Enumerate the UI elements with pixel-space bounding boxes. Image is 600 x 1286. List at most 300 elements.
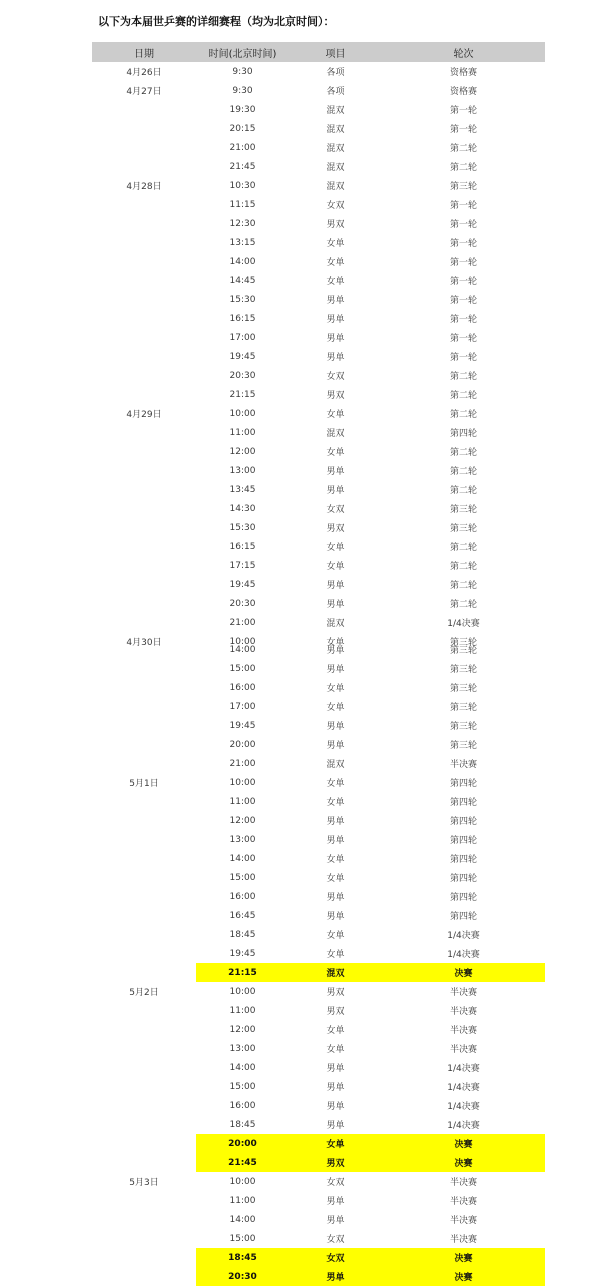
round-cell: 第一轮 (449, 106, 477, 116)
event-cell: 女单 (326, 1045, 345, 1055)
round-cell: 半决赛 (449, 1045, 477, 1055)
time-cell: 10:00 (229, 777, 256, 788)
table-row (92, 830, 545, 849)
round-cell: 1/4决赛 (447, 1121, 480, 1131)
date-cell (92, 944, 196, 963)
event-cell: 女双 (326, 201, 345, 211)
table-row (92, 1115, 545, 1134)
round-cell: 第三轮 (449, 722, 477, 732)
time-cell: 12:00 (229, 815, 256, 826)
header-time: 时间(北京时间) (208, 48, 277, 60)
event-cell: 混双 (326, 163, 345, 173)
round-cell: 第一轮 (449, 315, 477, 325)
event-cell: 混双 (326, 429, 345, 439)
time-cell: 17:15 (229, 560, 256, 571)
round-cell: 第三轮 (449, 182, 477, 192)
table-row (92, 925, 545, 944)
date-cell: 4月30日 (126, 638, 162, 648)
round-cell: 半决赛 (449, 1178, 477, 1188)
table-row (92, 944, 545, 963)
table-row (92, 233, 545, 252)
round-cell: 半决赛 (449, 1235, 477, 1245)
date-cell (92, 556, 196, 575)
round-cell: 第二轮 (449, 581, 477, 591)
table-row (92, 1134, 545, 1153)
table-row (92, 678, 545, 697)
table-row (92, 1001, 545, 1020)
event-cell: 女单 (326, 931, 345, 941)
round-cell: 第四轮 (449, 779, 477, 789)
table-row (92, 404, 545, 423)
round-cell: 第二轮 (449, 144, 477, 154)
time-cell: 16:15 (229, 541, 256, 552)
table-row (92, 290, 545, 309)
date-cell (92, 100, 196, 119)
table-row (92, 632, 545, 648)
event-cell: 女双 (289, 1248, 382, 1267)
date-cell (92, 233, 196, 252)
event-cell: 男双 (326, 391, 345, 401)
time-cell: 14:45 (229, 275, 256, 286)
table-row (92, 792, 545, 811)
event-cell: 男双 (326, 1007, 345, 1017)
table-row (92, 1058, 545, 1077)
date-cell (92, 1020, 196, 1039)
event-cell: 男单 (326, 1121, 345, 1131)
table-row (92, 1191, 545, 1210)
date-cell (92, 678, 196, 697)
event-cell: 男单 (326, 912, 345, 922)
date-cell: 5月2日 (129, 988, 159, 998)
date-cell (92, 442, 196, 461)
time-cell: 13:15 (229, 237, 256, 248)
round-cell: 半决赛 (449, 1197, 477, 1207)
table-row (92, 518, 545, 537)
date-cell (92, 735, 196, 754)
table-row (92, 982, 545, 1001)
date-cell: 5月3日 (129, 1178, 159, 1188)
round-cell: 决赛 (382, 1248, 545, 1267)
table-row (92, 887, 545, 906)
date-cell (92, 499, 196, 518)
time-cell: 11:00 (229, 427, 256, 438)
event-cell: 女单 (326, 950, 345, 960)
intro-text: 以下为本届世乒赛的详细赛程（均为北京时间）： (98, 15, 335, 28)
event-cell: 女单 (326, 855, 345, 865)
time-cell: 15:00 (229, 1233, 256, 1244)
event-cell: 男单 (326, 836, 345, 846)
date-cell (92, 887, 196, 906)
round-cell: 半决赛 (449, 1007, 477, 1017)
time-cell: 21:15 (196, 963, 289, 982)
header-event: 项目 (325, 48, 346, 60)
time-cell: 19:45 (229, 948, 256, 959)
table-row (92, 716, 545, 735)
time-cell: 15:30 (229, 294, 256, 305)
time-cell: 15:00 (229, 1081, 256, 1092)
date-cell: 4月29日 (126, 410, 162, 420)
event-cell: 女单 (326, 258, 345, 268)
date-cell (92, 518, 196, 537)
event-cell: 男单 (289, 1267, 382, 1286)
time-cell: 16:45 (229, 910, 256, 921)
event-cell: 男单 (326, 296, 345, 306)
event-cell: 各项 (326, 68, 345, 78)
date-cell (92, 1115, 196, 1134)
time-cell: 20:00 (196, 1134, 289, 1153)
date-cell (92, 366, 196, 385)
event-cell: 男单 (326, 1216, 345, 1226)
table-row (92, 252, 545, 271)
event-cell: 女单 (326, 703, 345, 713)
table-row (92, 176, 545, 195)
table-row (92, 309, 545, 328)
time-cell: 12:00 (229, 446, 256, 457)
round-cell: 第一轮 (449, 353, 477, 363)
table-row (92, 499, 545, 518)
event-cell: 女双 (326, 372, 345, 382)
round-cell: 第四轮 (449, 836, 477, 846)
round-cell: 资格赛 (449, 87, 477, 97)
date-cell (92, 138, 196, 157)
time-cell: 20:30 (196, 1267, 289, 1286)
table-row (92, 480, 545, 499)
event-cell: 女单 (326, 798, 345, 808)
date-cell (92, 1058, 196, 1077)
round-cell: 半决赛 (449, 1216, 477, 1226)
table-row (92, 868, 545, 887)
table-body (92, 62, 545, 1286)
time-cell: 20:30 (229, 598, 256, 609)
round-cell: 1/4决赛 (447, 931, 480, 941)
table-row (92, 613, 545, 632)
time-cell: 13:00 (229, 465, 256, 476)
round-cell: 第四轮 (449, 912, 477, 922)
round-cell: 第三轮 (449, 741, 477, 751)
round-cell: 第四轮 (449, 798, 477, 808)
date-cell: 4月26日 (126, 68, 162, 78)
event-cell: 女单 (326, 638, 345, 648)
time-cell: 16:00 (229, 1100, 256, 1111)
date-cell: 4月27日 (126, 87, 162, 97)
round-cell: 第三轮 (449, 638, 477, 648)
round-cell: 资格赛 (449, 68, 477, 78)
time-cell: 15:00 (229, 872, 256, 883)
time-cell: 21:00 (229, 617, 256, 628)
round-cell: 第四轮 (449, 817, 477, 827)
date-cell (92, 868, 196, 887)
event-cell: 男单 (326, 893, 345, 903)
table-row (92, 1267, 545, 1286)
event-cell: 混双 (326, 182, 345, 192)
date-cell (92, 271, 196, 290)
time-cell: 18:45 (229, 929, 256, 940)
date-cell (92, 309, 196, 328)
date-cell (92, 119, 196, 138)
round-cell: 第二轮 (449, 372, 477, 382)
event-cell: 男单 (326, 581, 345, 591)
round-cell: 第二轮 (449, 467, 477, 477)
time-cell: 14:00 (229, 1062, 256, 1073)
event-cell: 女单 (326, 543, 345, 553)
event-cell: 各项 (326, 87, 345, 97)
event-cell: 女双 (326, 505, 345, 515)
event-cell: 混双 (326, 125, 345, 135)
date-cell (92, 214, 196, 233)
table-row (92, 385, 545, 404)
round-cell: 决赛 (382, 1134, 545, 1153)
round-cell: 第三轮 (449, 646, 477, 656)
date-cell (92, 640, 196, 659)
date-cell (92, 925, 196, 944)
table-row (92, 195, 545, 214)
table-row (92, 537, 545, 556)
round-cell: 第四轮 (449, 874, 477, 884)
event-cell: 女单 (326, 448, 345, 458)
round-cell: 半决赛 (449, 760, 477, 770)
time-cell: 11:15 (229, 199, 256, 210)
date-cell (92, 830, 196, 849)
time-cell: 10:00 (229, 986, 256, 997)
time-cell: 16:00 (229, 891, 256, 902)
date-cell (92, 385, 196, 404)
date-cell (92, 849, 196, 868)
round-cell: 第二轮 (449, 543, 477, 553)
date-cell (92, 461, 196, 480)
table-row (92, 461, 545, 480)
table-row (92, 594, 545, 613)
table-row (92, 138, 545, 157)
table-row (92, 811, 545, 830)
table-row (92, 81, 545, 100)
time-cell: 13:45 (229, 484, 256, 495)
round-cell: 第三轮 (449, 684, 477, 694)
date-cell (92, 1210, 196, 1229)
date-cell (92, 659, 196, 678)
date-cell (92, 195, 196, 214)
round-cell: 第一轮 (449, 296, 477, 306)
time-cell: 21:15 (229, 389, 256, 400)
event-cell: 女单 (326, 277, 345, 287)
date-cell (92, 423, 196, 442)
time-cell: 19:30 (229, 104, 256, 115)
round-cell: 第四轮 (449, 855, 477, 865)
event-cell: 女单 (326, 779, 345, 789)
time-cell: 12:30 (229, 218, 256, 229)
time-cell: 17:00 (229, 332, 256, 343)
event-cell: 男单 (326, 486, 345, 496)
event-cell: 混双 (326, 144, 345, 154)
event-cell: 男单 (326, 600, 345, 610)
event-cell: 女双 (326, 1178, 345, 1188)
table-row (92, 849, 545, 868)
round-cell: 第一轮 (449, 277, 477, 287)
round-cell: 第一轮 (449, 125, 477, 135)
round-cell: 1/4决赛 (447, 619, 480, 629)
time-cell: 18:45 (196, 1248, 289, 1267)
date-cell (92, 537, 196, 556)
date-cell (92, 157, 196, 176)
event-cell: 男单 (326, 646, 345, 656)
time-cell: 15:30 (229, 522, 256, 533)
table-row (92, 640, 545, 659)
round-cell: 第四轮 (449, 429, 477, 439)
event-cell: 女单 (326, 874, 345, 884)
event-cell: 男单 (326, 1102, 345, 1112)
event-cell: 男双 (326, 220, 345, 230)
date-cell (92, 1134, 196, 1153)
table-row (92, 119, 545, 138)
round-cell: 决赛 (382, 963, 545, 982)
time-cell: 14:00 (229, 644, 256, 655)
round-cell: 决赛 (382, 1153, 545, 1172)
event-cell: 女单 (326, 239, 345, 249)
date-cell (92, 811, 196, 830)
time-cell: 10:00 (229, 1176, 256, 1187)
table-row (92, 697, 545, 716)
round-cell: 第三轮 (449, 505, 477, 515)
time-cell: 19:45 (229, 351, 256, 362)
table-row (92, 773, 545, 792)
round-cell: 第一轮 (449, 258, 477, 268)
date-cell (92, 575, 196, 594)
date-cell (92, 716, 196, 735)
time-cell: 19:45 (229, 579, 256, 590)
table-row (92, 328, 545, 347)
date-cell (92, 290, 196, 309)
table-row (92, 1020, 545, 1039)
time-cell: 21:00 (229, 142, 256, 153)
round-cell: 决赛 (382, 1267, 545, 1286)
event-cell: 混双 (326, 106, 345, 116)
header-date: 日期 (134, 48, 154, 60)
event-cell: 男单 (326, 1083, 345, 1093)
table-row (92, 423, 545, 442)
event-cell: 男单 (326, 722, 345, 732)
time-cell: 20:00 (229, 739, 256, 750)
event-cell: 女双 (326, 1235, 345, 1245)
table-row (92, 1229, 545, 1248)
time-cell: 10:30 (229, 180, 256, 191)
time-cell: 13:00 (229, 1043, 256, 1054)
round-cell: 1/4决赛 (447, 1102, 480, 1112)
date-cell (92, 1001, 196, 1020)
date-cell (92, 963, 196, 982)
event-cell: 男单 (326, 665, 345, 675)
round-cell: 第一轮 (449, 220, 477, 230)
round-cell: 第二轮 (449, 448, 477, 458)
table-row (92, 1248, 545, 1267)
time-cell: 14:00 (229, 853, 256, 864)
table-row (92, 906, 545, 925)
table-row (92, 556, 545, 575)
round-cell: 第一轮 (449, 201, 477, 211)
time-cell: 15:00 (229, 663, 256, 674)
date-cell (92, 328, 196, 347)
table-row (92, 1210, 545, 1229)
round-cell: 1/4决赛 (447, 1064, 480, 1074)
table-row (92, 1096, 545, 1115)
table-row (92, 366, 545, 385)
time-cell: 21:45 (229, 161, 256, 172)
table-row (92, 963, 545, 982)
date-cell (92, 697, 196, 716)
date-cell (92, 480, 196, 499)
time-cell: 12:00 (229, 1024, 256, 1035)
time-cell: 11:00 (229, 1195, 256, 1206)
event-cell: 男单 (326, 1197, 345, 1207)
time-cell: 18:45 (229, 1119, 256, 1130)
event-cell: 女单 (289, 1134, 382, 1153)
table-row (92, 214, 545, 233)
round-cell: 半决赛 (449, 1026, 477, 1036)
date-cell (92, 754, 196, 773)
event-cell: 女单 (326, 1026, 345, 1036)
time-cell: 20:30 (229, 370, 256, 381)
date-cell (92, 1267, 196, 1286)
time-cell: 14:30 (229, 503, 256, 514)
table-row (92, 1153, 545, 1172)
time-cell: 21:00 (229, 758, 256, 769)
event-cell: 男双 (326, 524, 345, 534)
table-row (92, 1077, 545, 1096)
round-cell: 1/4决赛 (447, 950, 480, 960)
table-row (92, 347, 545, 366)
event-cell: 女单 (326, 410, 345, 420)
date-cell (92, 1229, 196, 1248)
round-cell: 第四轮 (449, 893, 477, 903)
table-row (92, 1172, 545, 1191)
event-cell: 混双 (289, 963, 382, 982)
event-cell: 男单 (326, 315, 345, 325)
event-cell: 混双 (326, 619, 345, 629)
time-cell: 19:45 (229, 720, 256, 731)
event-cell: 男单 (326, 1064, 345, 1074)
table-row (92, 754, 545, 773)
time-cell: 14:00 (229, 1214, 256, 1225)
round-cell: 第二轮 (449, 163, 477, 173)
date-cell (92, 1191, 196, 1210)
event-cell: 混双 (326, 760, 345, 770)
table-row (92, 157, 545, 176)
round-cell: 第二轮 (449, 391, 477, 401)
time-cell: 10:00 (229, 636, 256, 647)
round-cell: 1/4决赛 (447, 1083, 480, 1093)
event-cell: 男单 (326, 334, 345, 344)
event-cell: 男单 (326, 741, 345, 751)
date-cell (92, 1248, 196, 1267)
header-round: 轮次 (453, 48, 474, 60)
schedule-table (92, 42, 545, 1286)
date-cell (92, 613, 196, 632)
round-cell: 第一轮 (449, 239, 477, 249)
table-row (92, 100, 545, 119)
time-cell: 10:00 (229, 408, 256, 419)
time-cell: 16:00 (229, 682, 256, 693)
round-cell: 第二轮 (449, 410, 477, 420)
table-row (92, 62, 545, 81)
date-cell (92, 792, 196, 811)
round-cell: 半决赛 (449, 988, 477, 998)
time-cell: 13:00 (229, 834, 256, 845)
event-cell: 女单 (326, 684, 345, 694)
round-cell: 第二轮 (449, 562, 477, 572)
round-cell: 第三轮 (449, 703, 477, 713)
table-row (92, 442, 545, 461)
table-row (92, 575, 545, 594)
date-cell (92, 347, 196, 366)
round-cell: 第二轮 (449, 600, 477, 610)
